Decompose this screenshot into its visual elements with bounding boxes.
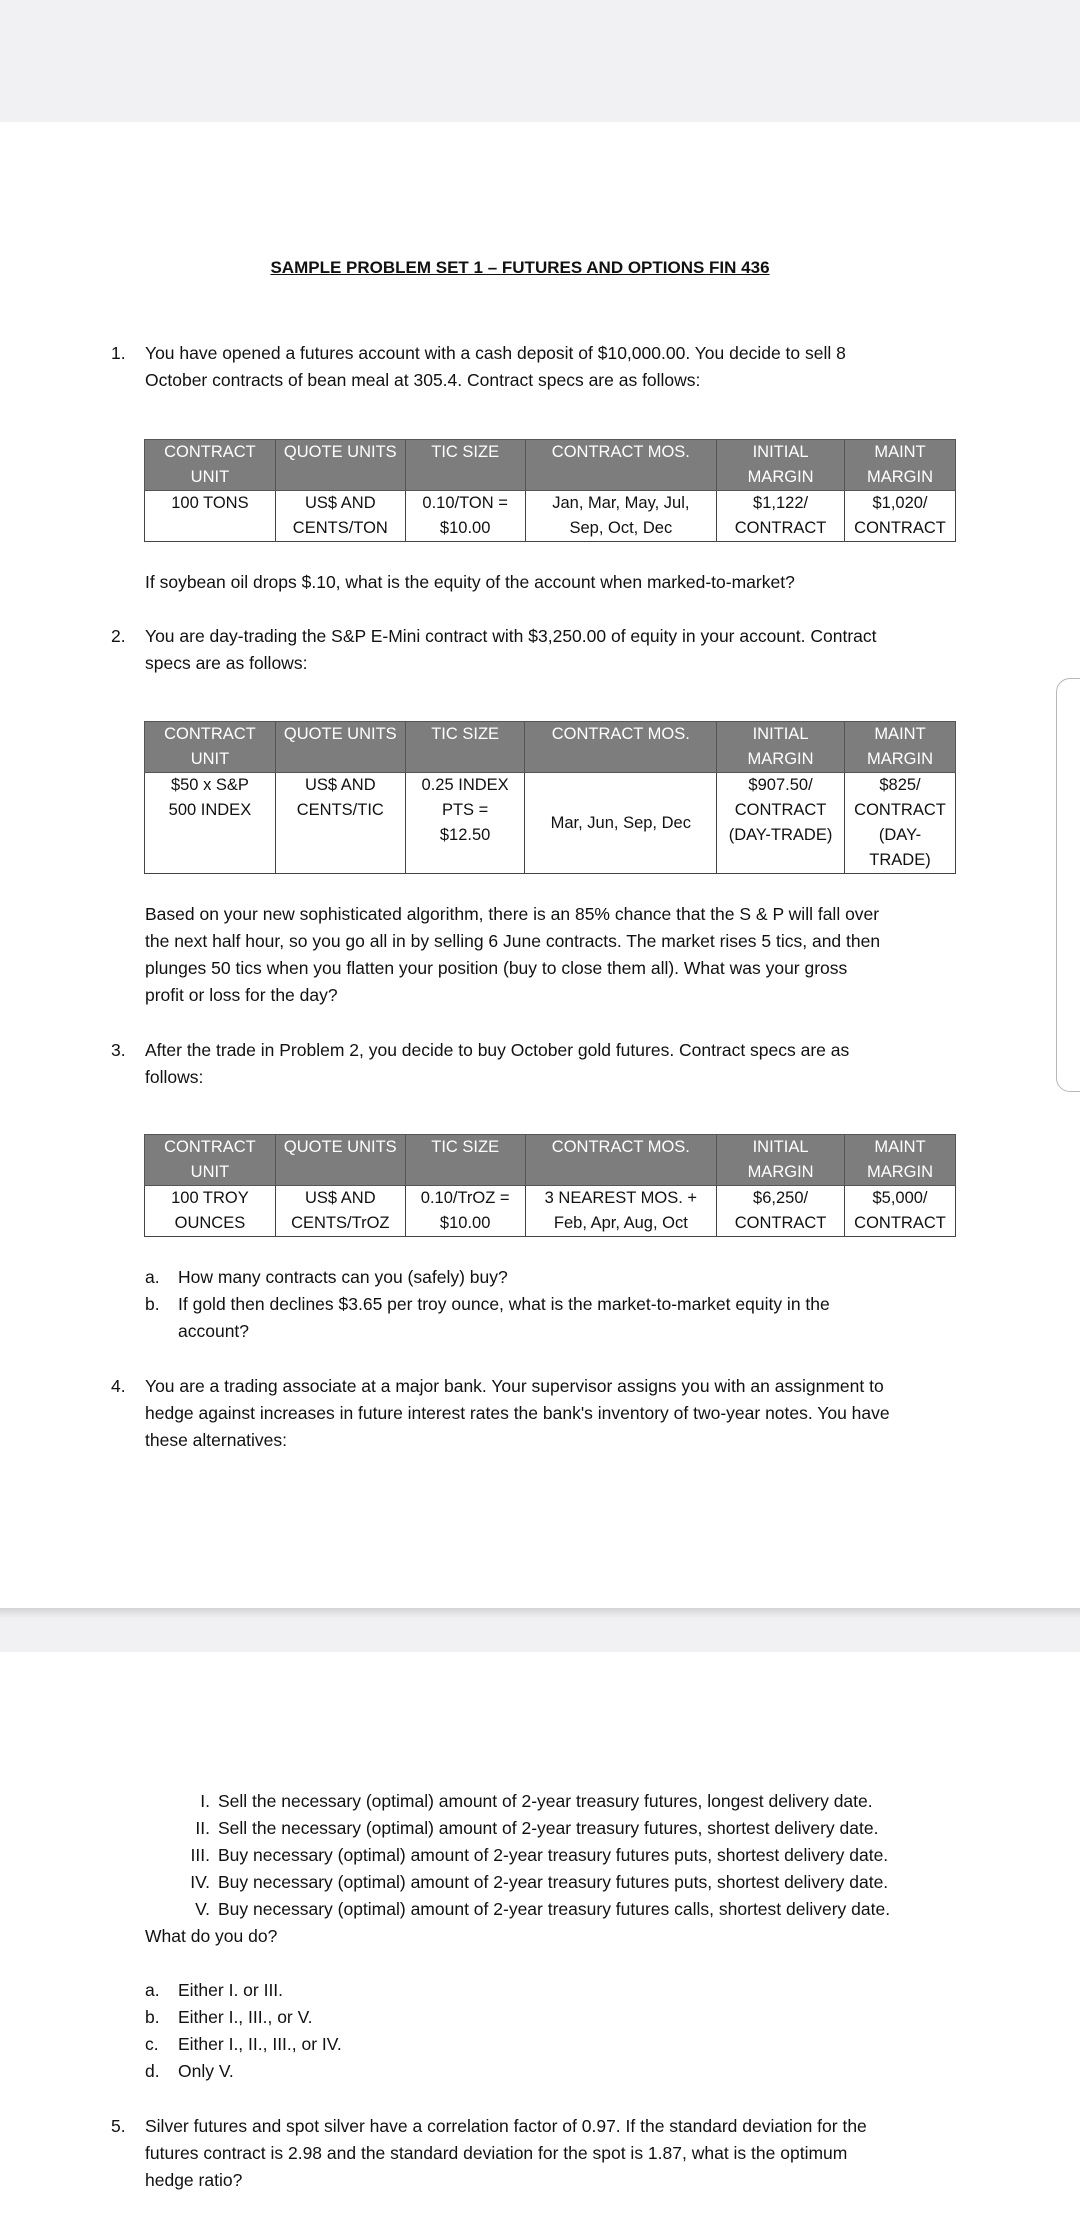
q2-text: You are day-trading the S&P E-Mini contract with $3,250.00 of equity in your account. Contract specs are as follows:: [145, 626, 877, 673]
cell-contract-months: 3 NEAREST MOS. + Feb, Apr, Aug, Oct: [525, 1186, 717, 1237]
table-header-row: [145, 722, 956, 773]
header-cell: QUOTE UNITS: [275, 440, 405, 491]
scroll-handle[interactable]: [1056, 678, 1080, 1092]
q1-spec-table: [144, 439, 956, 542]
table-header-row: [145, 1135, 956, 1186]
table-row: [145, 773, 956, 874]
header-cell: CONTRACT MOS.: [525, 1135, 717, 1186]
q1-question: If soybean oil drops $.10, what is the equity of the account when marked-to-market?: [145, 572, 795, 592]
header-cell: QUOTE UNITS: [275, 722, 405, 773]
cell-tic-size: 0.25 INDEX PTS = $12.50: [405, 773, 525, 874]
q4-question: What do you do?: [145, 1926, 278, 1946]
header-cell: CONTRACT MOS.: [525, 440, 717, 491]
q2-spec-table: [144, 721, 956, 874]
q4-text: You are a trading associate at a major bank. Your supervisor assigns you with an assignment to hedge against increases in future interest rates the bank's inventory of two-year notes. You have these alternatives:: [145, 1376, 890, 1450]
cell-initial-margin: $1,122/ CONTRACT: [717, 491, 845, 542]
alternative-item: IV. Buy necessary (optimal) amount of 2-year treasury futures puts, shortest delivery date.: [190, 1872, 889, 1892]
header-cell: TIC SIZE: [405, 1135, 525, 1186]
choice-item: c. Either I., II., III., or IV.: [145, 2034, 342, 2054]
header-cell: INITIAL MARGIN: [717, 1135, 845, 1186]
choice-item: d. Only V.: [145, 2061, 234, 2081]
table-header-row: [145, 440, 956, 491]
cell-tic-size: 0.10/TrOZ = $10.00: [405, 1186, 525, 1237]
table-row: [145, 491, 956, 542]
alternative-item: V. Buy necessary (optimal) amount of 2-year treasury futures calls, shortest delivery date.: [195, 1899, 891, 1919]
header-cell: INITIAL MARGIN: [717, 722, 845, 773]
q4-alternatives-list: [145, 1788, 965, 1923]
q1-text: You have opened a futures account with a cash deposit of $10,000.00. You decide to sell 8 October contracts of bean meal at 305.4. Contract specs are as follows:: [145, 343, 846, 390]
header-cell: CONTRACT MOS.: [525, 722, 717, 773]
q3-sub-b-label: b.: [145, 1294, 160, 1314]
header-cell: MAINT MARGIN: [845, 1135, 956, 1186]
cell-contract-months: Mar, Jun, Sep, Dec: [525, 773, 717, 874]
cell-contract-unit: 100 TONS: [145, 491, 276, 542]
question-number-3: 3.: [111, 1040, 126, 1060]
q3-sub-b-text: If gold then declines $3.65 per troy ounce, what is the market-to-market equity in the account?: [178, 1294, 830, 1341]
cell-tic-size: 0.10/TON = $10.00: [405, 491, 525, 542]
choice-item: a. Either I. or III.: [145, 1980, 284, 2000]
question-number-1: 1.: [111, 343, 126, 363]
cell-maint-margin: $825/ CONTRACT (DAY- TRADE): [844, 773, 955, 874]
cell-quote-units: US$ AND CENTS/TIC: [275, 773, 405, 874]
header-cell: INITIAL MARGIN: [717, 440, 845, 491]
cell-maint-margin: $1,020/ CONTRACT: [845, 491, 956, 542]
q3-spec-table: [144, 1134, 956, 1237]
question-number-2: 2.: [111, 626, 126, 646]
header-cell: MAINT MARGIN: [845, 440, 956, 491]
q3-text: After the trade in Problem 2, you decide to buy October gold futures. Contract specs are as follows:: [145, 1040, 850, 1087]
cell-initial-margin: $907.50/ CONTRACT (DAY-TRADE): [717, 773, 845, 874]
cell-maint-margin: $5,000/ CONTRACT: [845, 1186, 956, 1237]
header-cell: CONTRACT UNIT: [145, 722, 276, 773]
header-cell: MAINT MARGIN: [844, 722, 955, 773]
header-cell: QUOTE UNITS: [275, 1135, 405, 1186]
question-number-5: 5.: [111, 2116, 126, 2136]
q3-sub-a-label: a.: [145, 1267, 160, 1287]
page-divider: [0, 1608, 1080, 1618]
header-cell: TIC SIZE: [405, 722, 525, 773]
header-cell: CONTRACT UNIT: [145, 440, 276, 491]
cell-contract-unit: 100 TROY OUNCES: [145, 1186, 276, 1237]
header-cell: TIC SIZE: [405, 440, 525, 491]
table-row: [145, 1186, 956, 1237]
document-title: SAMPLE PROBLEM SET 1 – FUTURES AND OPTIONS FIN 436: [270, 258, 770, 277]
q5-text: Silver futures and spot silver have a correlation factor of 0.97. If the standard deviation for the futures contract is 2.98 and the standard deviation for the spot is 1.87, what is the optimum hedge ratio?: [145, 2116, 867, 2190]
cell-quote-units: US$ AND CENTS/TON: [275, 491, 405, 542]
q3-sub-a-text: How many contracts can you (safely) buy?: [178, 1267, 508, 1287]
question-number-4: 4.: [111, 1376, 126, 1396]
choice-item: b. Either I., III., or V.: [145, 2007, 313, 2027]
cell-initial-margin: $6,250/ CONTRACT: [717, 1186, 845, 1237]
alternative-item: III. Buy necessary (optimal) amount of 2-year treasury futures puts, shortest delivery date.: [190, 1845, 889, 1865]
q4-choices-list: [145, 1977, 342, 2085]
cell-contract-months: Jan, Mar, May, Jul, Sep, Oct, Dec: [525, 491, 717, 542]
cell-quote-units: US$ AND CENTS/TrOZ: [275, 1186, 405, 1237]
header-cell: CONTRACT UNIT: [145, 1135, 276, 1186]
cell-contract-unit: $50 x S&P 500 INDEX: [145, 773, 276, 874]
alternative-item: II. Sell the necessary (optimal) amount of 2-year treasury futures, shortest delivery date.: [195, 1818, 879, 1838]
alternative-item: I. Sell the necessary (optimal) amount of 2-year treasury futures, longest delivery date.: [200, 1791, 873, 1811]
q2-paragraph: Based on your new sophisticated algorithm, there is an 85% chance that the S & P will fall over the next half hour, so you go all in by selling 6 June contracts. The market rises 5 tics, and then plunges 50 tics when you flatten your position (buy to close them all). What was your gross profit or loss for the day?: [145, 904, 881, 1005]
